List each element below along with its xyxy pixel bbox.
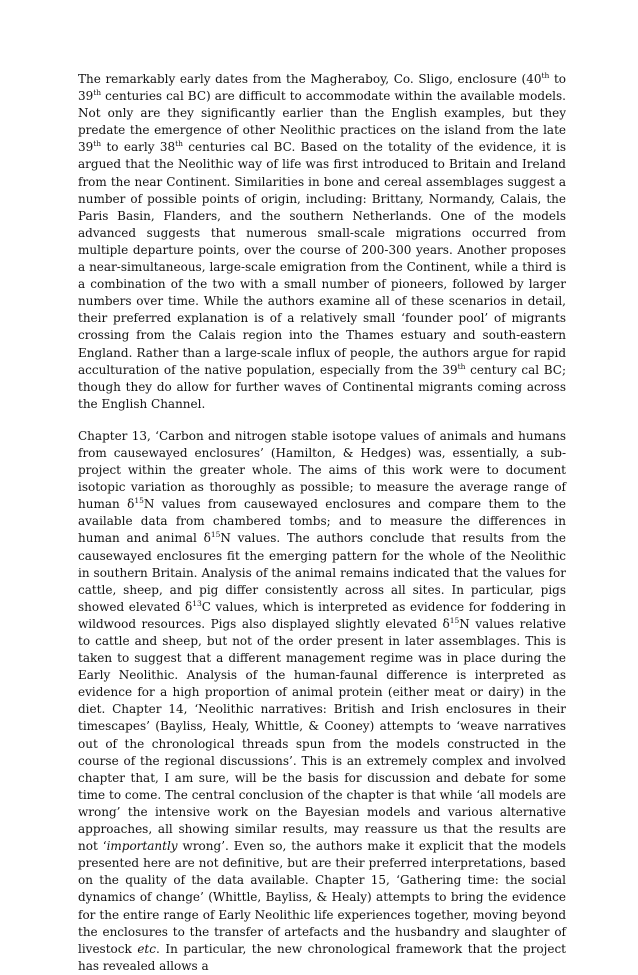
text-run: N values from causewayed enclosures and compare them to the available data from chambered tombs; and to measure the differences in human and animal δ xyxy=(78,497,566,546)
text-run: N values. The authors conclude that results from the causewayed enclosures fit the emerging pattern for the whole of the Neolithic in southern Britain. Analysis of the animal remains indicated that the values for cattle, sheep, and pig differ consistently across all sites. In particular, pigs showed elevated δ xyxy=(78,531,566,614)
text-run: to early 38 xyxy=(101,140,176,155)
superscript: 15 xyxy=(449,615,460,625)
review-text-page xyxy=(78,71,566,975)
text-run: to 39 xyxy=(78,72,566,104)
text-run: centuries cal BC. Based on the totality of the evidence, it is argued that the Neolithic way of life was first introduced to Britain and Ireland from the near Continent. Similarities in bone and cereal assemblages suggest a number of possible points of origin, including: Brittany, Normandy, Calais, the Paris Basin, Flanders, and the southern Netherlands. One of the models advanced suggests that numerous small-scale migrations occurred from multiple departure points, over the course of 200-300 years. Another proposes a near-simultaneous, large-scale emigration from the Continent, while a third is a combination of the two with a small number of pioneers, followed by larger numbers over time. While the authors examine all of these scenarios in detail, their preferred explanation is of a relatively small ‘founder pool’ of migrants crossing from the Calais region into the Thames estuary and south-eastern England. Rather than a large-scale influx of people, the authors argue for rapid acculturation of the native population, especially from the 39 xyxy=(78,140,566,377)
text-run: centuries cal BC) are difficult to accommodate within the available models. Not only are they significantly earlier than the English examples, but they predate the emergence of other Neolithic practices on the island from the late 39 xyxy=(78,89,566,155)
superscript: 15 xyxy=(134,496,144,506)
superscript: th xyxy=(457,361,466,371)
text-run: Chapter 13, ‘Carbon and nitrogen stable isotope values of animals and humans from causewayed enclosures’ (Hamilton, & Hedges) was, essentially, a sub-project within the greater whole. The aims of this work were to document isotopic variation as thoroughly as possible; to measure the average range of human δ xyxy=(78,428,566,512)
paragraph-magheraboy-dates xyxy=(78,71,566,413)
text-run: century cal BC; though they do allow for further waves of Continental migrants coming across the English Channel. xyxy=(78,362,567,411)
text-run: N values relative to cattle and sheep, but not of the order present in later assemblages. This is taken to suggest that a different management regime was in place during the Early Neolithic. Analysis of the human-faunal difference is interpreted as evidence for a high proportion of animal protein (either meat or dairy) in the diet. Chapter 14, ‘Neolithic narratives: British and Irish enclosures in their timescapes’ (Bayliss, Healy, Whittle, & Cooney) attempts to ‘weave narratives out of the chronological threads spun from the models constructed in the course of the regional discussions’. This is an extremely complex and involved chapter that, I am sure, will be the basis for discussion and debate for some time to come. The central conclusion of the chapter is that while ‘all models are wrong’ the intensive work on the Bayesian models and various alternative approaches, all showing similar results, may reassure us that the results are not ‘ xyxy=(78,616,566,854)
superscript: th xyxy=(93,139,102,149)
superscript: 13 xyxy=(192,598,202,608)
text-run: . In particular, the new chronological framework that the project has revealed allows a xyxy=(78,941,566,973)
emphasis-text: etc xyxy=(137,941,156,956)
text-run: The remarkably early dates from the Magheraboy, Co. Sligo, enclosure (40 xyxy=(78,72,542,86)
paragraph-chapter-13-isotopes xyxy=(78,428,566,975)
superscript: 15 xyxy=(210,530,221,540)
superscript: th xyxy=(541,71,550,80)
emphasis-text: importantly xyxy=(106,839,178,854)
superscript: th xyxy=(93,88,102,98)
text-run: wrong’. Even so, the authors make it explicit that the models presented here are not definitive, but are their preferred interpretations, based on the quality of the data available. Chapter 15, ‘Gathering time: the social dynamics of change’ (Whittle, Bayliss, & Healy) attempts to bring the evidence for the entire range of Early Neolithic life experiences together, moving beyond the enclosures to the transfer of artefacts and the husbandry and slaughter of livestock xyxy=(78,839,566,956)
superscript: th xyxy=(175,139,183,149)
text-run: C values, which is interpreted as evidence for foddering in wildwood resources. Pigs also displayed slightly elevated δ xyxy=(78,599,566,631)
